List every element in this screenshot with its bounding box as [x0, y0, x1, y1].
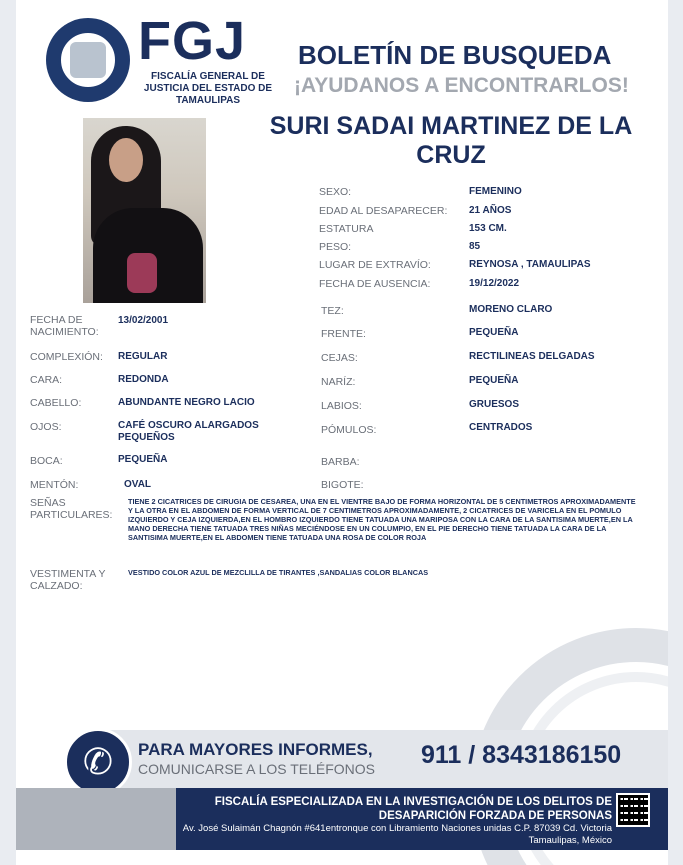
clothing-label: VESTIMENTA Y CALZADO: [30, 568, 106, 592]
build-label: COMPLEXIÓN: [30, 351, 103, 363]
contact-heading: PARA MAYORES INFORMES, [138, 740, 373, 759]
eyebrows-label: CEJAS: [321, 352, 358, 364]
absence-date-label: FECHA DE AUSENCIA: [319, 278, 431, 290]
face-value: REDONDA [118, 374, 169, 385]
cheekbones-value: CENTRADOS [469, 422, 533, 433]
contact-subheading: COMUNICARSE A LOS TELÉFONOS [138, 761, 376, 777]
footer-agency: FISCALÍA ESPECIALIZADA EN LA INVESTIGACIÓN DE LOS DELITOS DE DESAPARICIÓN FORZADA DE PERSONAS [214, 796, 612, 822]
hair-value: ABUNDANTE NEGRO LACIO [118, 397, 255, 408]
mouth-value: PEQUEÑA [118, 454, 168, 465]
hair-label: CABELLO: [30, 397, 82, 409]
age-value: 21 AÑOS [469, 205, 512, 216]
absence-date-value: 19/12/2022 [469, 278, 520, 289]
build-value: REGULAR [118, 351, 168, 362]
forehead-label: FRENTE: [321, 328, 366, 340]
beard-label: BARBA: [321, 456, 360, 468]
cheekbones-label: PÓMULOS: [321, 424, 377, 436]
sex-label: SEXO: [319, 186, 352, 198]
birthdate-value: 13/02/2001 [118, 315, 169, 326]
marks-value: TIENE 2 CICATRICES DE CIRUGIA DE CESAREA, UNA EN EL VIENTRE BAJO DE FORMA HORIZONTAL DE 5 CENTIMETROS APROXIMADAMENTE Y LA OTRA EN EL ABDOMEN DE FORMA VERTICAL DE 7 CENTIMETROS APROXIMADAMENTE, 2 CICATRICES DE VARICELA EN EL POMULO IZQUIERDO Y CEJA IZQUIERDA,EN EL HOMBRO IZQUIERDO TIENE TATUADA UNA MARIPOSA CON LA CARA DE LA SANTISIMA MUERTE,EN LA MANO DERECHA TIENE TATUADA TRES NIÑAS MECIÉNDOSE EN UN COLUMPIO, EN EL PIE DERECHO TIENE TATUADA LA CARA DE LA SANTISIMA MUERTE,EN EL ABDOMEN TIENE TATUADA UNA ROSA DE COLOR ROJA [128, 497, 636, 542]
eyes-value: CAFÉ OSCURO ALARGADOS PEQUEÑOS [118, 420, 259, 443]
missing-person-name: SURI SADAI MARTINEZ DE LA CRUZ [269, 112, 633, 169]
missing-person-photo [83, 118, 206, 303]
marks-label: SEÑAS PARTICULARES: [30, 497, 113, 521]
phone-icon: ✆ [82, 741, 114, 782]
place-label: LUGAR DE EXTRAVÍO: [319, 259, 431, 271]
bulletin-sheet [16, 0, 668, 865]
nose-value: PEQUEÑA [469, 375, 519, 386]
weight-value: 85 [469, 241, 481, 252]
age-label: EDAD AL DESAPARECER: [319, 205, 448, 217]
nose-label: NARÍZ: [321, 376, 356, 388]
fgj-logo-text: FGJ [138, 11, 247, 71]
mustache-label: BIGOTE: [321, 479, 364, 491]
eyebrows-value: RECTILINEAS DELGADAS [469, 351, 595, 362]
chin-value: OVAL [124, 479, 152, 490]
contact-phone-number[interactable]: 911 / 8343186150 [421, 741, 622, 769]
photo-print [127, 253, 157, 293]
skin-label: TEZ: [321, 305, 344, 317]
lips-label: LABIOS: [321, 400, 362, 412]
mouth-label: BOCA: [30, 455, 63, 467]
height-value: 153 CM. [469, 223, 507, 234]
birthdate-label: FECHA DE NACIMIENTO: [30, 314, 99, 338]
face-label: CARA: [30, 374, 63, 386]
photo-face [109, 138, 143, 182]
sex-value: FEMENINO [469, 186, 522, 197]
forehead-value: PEQUEÑA [469, 327, 519, 338]
skin-value: MORENO CLARO [469, 304, 553, 315]
qr-code-icon[interactable] [616, 793, 650, 827]
weight-label: PESO: [319, 241, 352, 253]
bulletin-title: BOLETÍN DE BUSQUEDA [298, 40, 612, 70]
lips-value: GRUESOS [469, 399, 520, 410]
footer-accent [16, 788, 176, 850]
bulletin-subtitle: ¡AYUDANOS A ENCONTRARLOS! [294, 74, 629, 97]
eyes-label: OJOS: [30, 421, 62, 433]
fgj-logo-subtitle: FISCALÍA GENERAL DE JUSTICIA DEL ESTADO DE TAMAULIPAS [143, 71, 273, 106]
clothing-value: VESTIDO COLOR AZUL DE MEZCLILLA DE TIRANTES ,SANDALIAS COLOR BLANCAS [128, 568, 429, 577]
footer-address: Av. José Sulaimán Chagnón #641entronque con Libramiento Naciones unidas C.P. 87039 Cd. Victoria Tamaulipas, México [182, 823, 612, 846]
chin-label: MENTÓN: [30, 479, 79, 491]
coat-of-arms-icon [70, 42, 106, 78]
place-value: REYNOSA , TAMAULIPAS [469, 259, 591, 270]
height-label: ESTATURA [319, 223, 374, 235]
